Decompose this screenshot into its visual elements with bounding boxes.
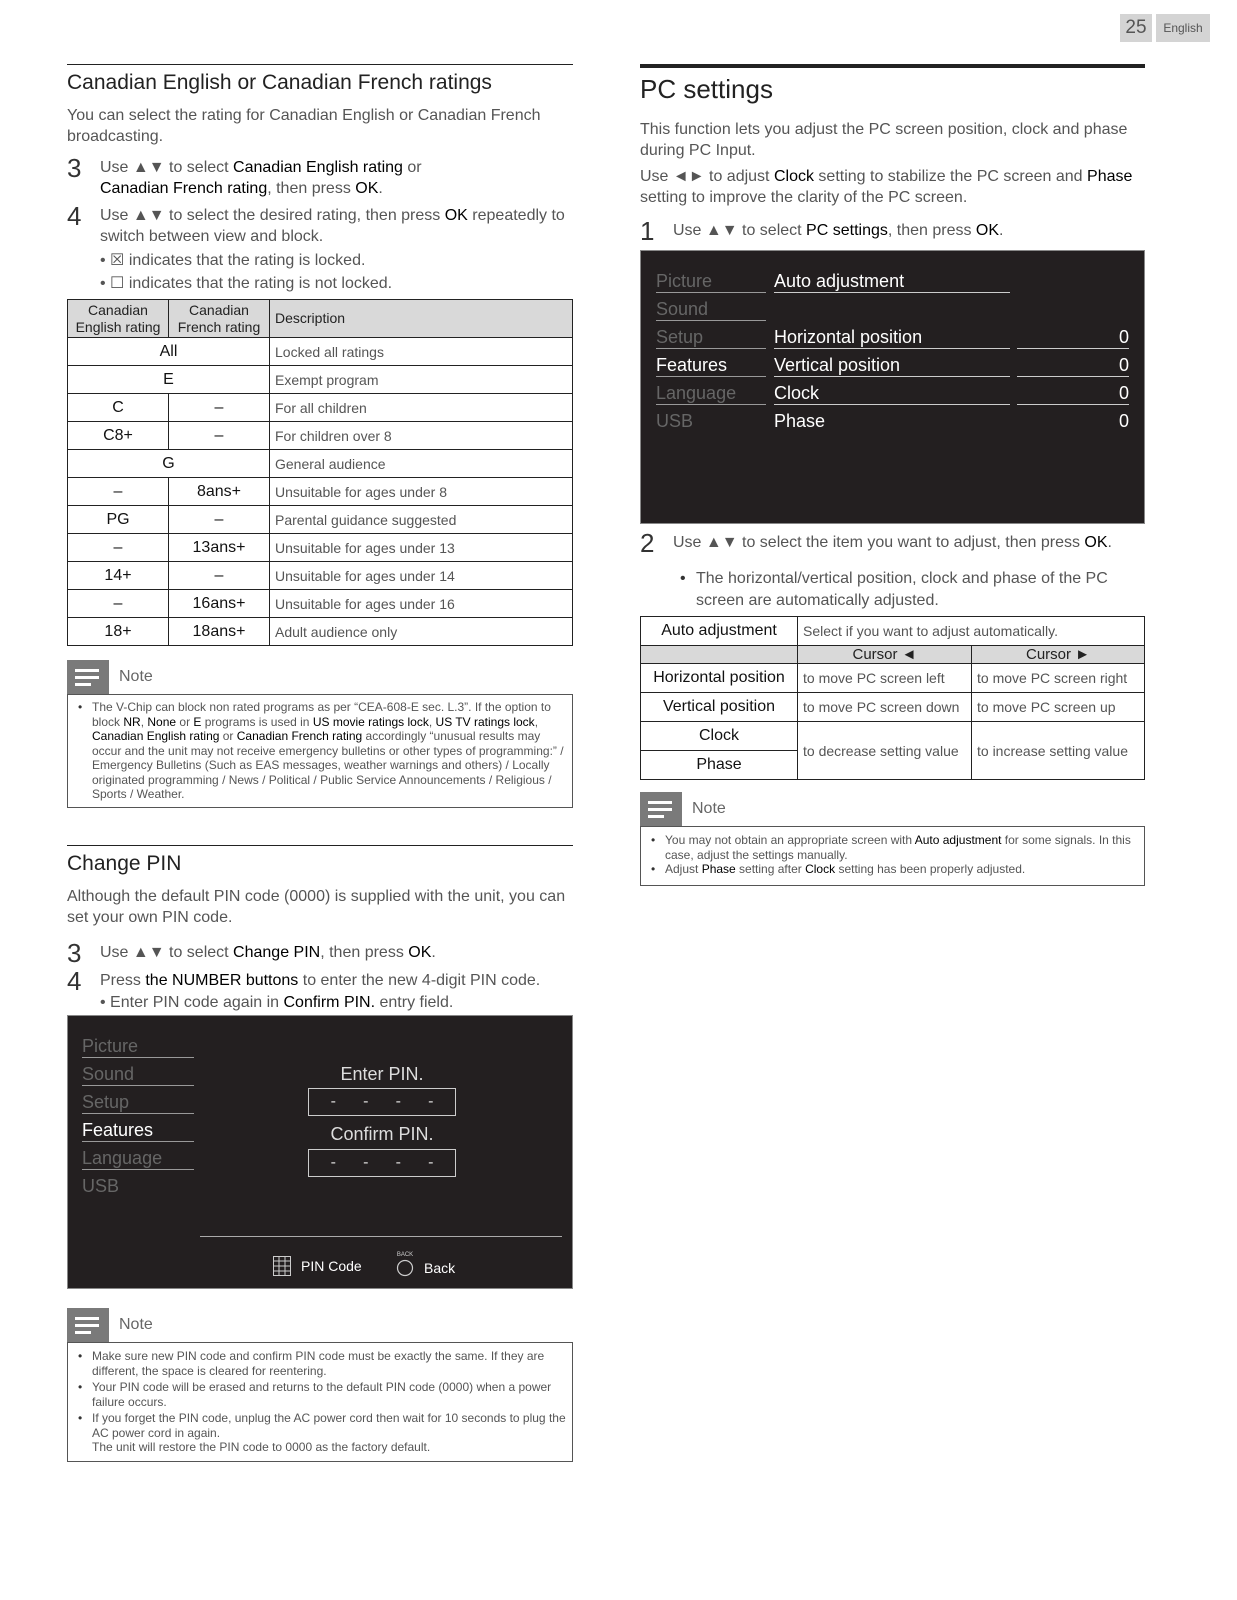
step-text: , then press xyxy=(320,944,409,961)
menu-item-usb[interactable]: USB xyxy=(82,1176,120,1196)
step-bold: PC settings xyxy=(806,222,888,239)
step-bold: Canadian English rating xyxy=(233,159,403,176)
pc-item-clock[interactable]: Clock xyxy=(774,383,1010,405)
table-row xyxy=(68,562,573,590)
change-pin-title: Change PIN xyxy=(67,852,182,875)
rating-cell: 13ans+ xyxy=(169,534,270,562)
bullet-unlocked: • ☐ indicates that the rating is not locked. xyxy=(100,275,393,292)
row-label: Horizontal position xyxy=(641,664,798,693)
pin-digit: - xyxy=(363,1093,369,1110)
note-item: • Make sure new PIN code and confirm PIN code must be exactly the same. If they are different, the space is cleared for reentering. xyxy=(76,1349,566,1378)
rating-cell: – xyxy=(68,534,169,562)
note-text: The V-Chip can block non rated programs as per “CEA-608-E sec. L.3”. If the option to block xyxy=(92,700,551,729)
cursor-left-cell: to move PC screen down xyxy=(798,693,972,722)
note-bold: Canadian English rating xyxy=(92,729,220,743)
description-cell: Unsuitable for ages under 16 xyxy=(270,590,573,618)
pin-tv-screen xyxy=(67,1015,573,1289)
note-title: Note xyxy=(119,668,153,685)
step-text: Use ▲▼ to select xyxy=(673,222,807,239)
description-cell: Unsuitable for ages under 8 xyxy=(270,478,573,506)
step-text: repeatedly to switch between view and block. xyxy=(100,207,565,245)
step-text: , then press xyxy=(887,222,976,239)
note-text: , xyxy=(140,714,148,729)
description-cell: Locked all ratings xyxy=(270,338,573,366)
step-number: 1 xyxy=(640,216,655,246)
pc-value-clock: 0 xyxy=(1017,383,1129,405)
table-row xyxy=(68,338,573,366)
note-bold: Canadian French rating xyxy=(236,729,363,743)
back-icon-text: BACK xyxy=(396,1252,414,1258)
pc-item-auto-adjustment[interactable]: Auto adjustment xyxy=(774,271,1010,293)
canadian-ratings-table xyxy=(67,299,573,646)
pc-value-horizontal: 0 xyxy=(1017,327,1129,349)
intro-text: setting to improve the clarity of the PC screen. xyxy=(640,189,968,206)
note-header xyxy=(640,792,1145,826)
note-header xyxy=(67,1308,573,1342)
step-bold: the NUMBER buttons xyxy=(145,972,299,989)
bullet-locked: • ☒ indicates that the rating is locked. xyxy=(100,252,366,269)
back-hint xyxy=(396,1252,455,1276)
menu-item-sound[interactable]: Sound xyxy=(656,299,766,321)
intro-text: Use ◄► to adjust xyxy=(640,168,774,185)
bullet-bold: Confirm PIN. xyxy=(283,994,376,1011)
step-text: Use ▲▼ to select the item you want to adjust, then press xyxy=(673,534,1085,551)
table-row xyxy=(68,450,573,478)
pc-adjust-table xyxy=(640,616,1145,780)
cursor-right-cell: to move PC screen up xyxy=(972,693,1145,722)
bullet-text: entry field. xyxy=(375,994,454,1011)
screen-divider xyxy=(200,1236,562,1237)
note-bold: NR xyxy=(123,714,141,729)
pin-note xyxy=(67,1294,573,1462)
col-header-english: Canadian English rating xyxy=(68,300,169,338)
note-item xyxy=(649,862,1138,877)
description-cell: Exempt program xyxy=(270,366,573,394)
rating-cell: 18+ xyxy=(68,618,169,646)
note-text: , xyxy=(534,714,539,729)
table-row xyxy=(641,722,1145,751)
right-column xyxy=(640,64,1145,244)
note-bold: US TV ratings lock xyxy=(435,714,535,729)
number-keypad-icon xyxy=(273,1256,291,1276)
note-header xyxy=(67,660,573,694)
step-bold: OK xyxy=(444,207,468,224)
rating-cell: 14+ xyxy=(68,562,169,590)
rating-cell: – xyxy=(169,394,270,422)
step-bold: OK xyxy=(975,222,1000,239)
step-bold: OK xyxy=(408,944,432,961)
step-text: Use ▲▼ to select xyxy=(100,944,234,961)
description-cell: Unsuitable for ages under 13 xyxy=(270,534,573,562)
rating-cell: 8ans+ xyxy=(169,478,270,506)
pin-step-4 xyxy=(67,968,573,994)
description-cell: For children over 8 xyxy=(270,422,573,450)
note-text: setting after xyxy=(735,862,806,876)
menu-item-usb[interactable]: USB xyxy=(656,411,694,431)
note-item: • Your PIN code will be erased and returns to the default PIN code (0000) when a power failure occurs. xyxy=(76,1380,566,1409)
rating-cell: – xyxy=(169,562,270,590)
pc-step-2-bullet: • The horizontal/vertical position, clock and phase of the PC screen are automatically adjusted. xyxy=(680,570,1108,609)
note-text: accordingly “unusual results may occur and the unit may not receive emergency bulletins or other types of programming:” / Emergency Bulletins (Such as EAS messages, weather warnings and others) / Locally originated programming / News / Political / Public Service Announcements / Religious / Sports / Weather. xyxy=(92,729,564,801)
step-text: , then press xyxy=(267,180,356,197)
note-text: for some signals. In this case, adjust the settings manually. xyxy=(665,833,1131,862)
note-title: Note xyxy=(119,1316,153,1333)
rating-cell: – xyxy=(68,590,169,618)
pc-step-2 xyxy=(640,530,1145,556)
canadian-step-4 xyxy=(67,203,573,247)
pc-item-horizontal-position[interactable]: Horizontal position xyxy=(774,327,1010,349)
pin-digit: - xyxy=(395,1093,401,1110)
note-text: You may not obtain an appropriate screen with xyxy=(665,833,915,847)
note-item: • If you forget the PIN code, unplug the AC power cord then wait for 10 seconds to plug the AC power cord in again. xyxy=(76,1411,566,1440)
pc-item-phase[interactable]: Phase xyxy=(774,411,826,431)
back-button-icon xyxy=(396,1252,414,1276)
step-text: Press xyxy=(100,972,146,989)
pin-code-hint xyxy=(273,1256,362,1276)
confirm-pin-label: Confirm PIN. xyxy=(330,1124,434,1144)
pc-item-vertical-position[interactable]: Vertical position xyxy=(774,355,1010,377)
rating-cell: PG xyxy=(68,506,169,534)
page-number: 25 xyxy=(1120,14,1152,42)
intro-bold: Phase xyxy=(1087,168,1133,185)
pin-note-box xyxy=(67,1342,573,1462)
decrease-cell: to decrease setting value xyxy=(798,722,972,780)
note-item xyxy=(76,700,566,802)
rating-cell: 16ans+ xyxy=(169,590,270,618)
pc-value-vertical: 0 xyxy=(1017,355,1129,377)
bullet-text: • Enter PIN code again in xyxy=(100,994,284,1011)
enter-pin-label: Enter PIN. xyxy=(340,1064,424,1084)
back-label: Back xyxy=(424,1260,456,1276)
note-bold: E xyxy=(193,714,202,729)
pin-digit: - xyxy=(395,1154,401,1171)
rating-cell: C8+ xyxy=(68,422,169,450)
rating-cell: E xyxy=(68,366,270,394)
pc-tv-screen xyxy=(640,250,1145,524)
left-column xyxy=(67,64,573,808)
table-row xyxy=(68,394,573,422)
menu-item-setup[interactable]: Setup xyxy=(656,327,766,349)
confirm-pin-field[interactable] xyxy=(308,1149,456,1177)
step-text: . xyxy=(1107,534,1112,551)
note-bold: Clock xyxy=(805,862,836,876)
note-extra: The unit will restore the PIN code to 0000 as the factory default. xyxy=(92,1440,431,1454)
step-bold: OK xyxy=(1084,534,1108,551)
row-label: Phase xyxy=(641,751,798,780)
step-number: 2 xyxy=(640,528,655,558)
cursor-right-header: Cursor ► xyxy=(972,646,1145,664)
pc-settings-title: PC settings xyxy=(640,74,773,104)
back-circle-icon xyxy=(396,1259,414,1277)
empty-subheader xyxy=(641,646,798,664)
intro-bold: Clock xyxy=(773,168,814,185)
menu-item-features[interactable]: Features xyxy=(82,1120,194,1142)
note-item xyxy=(649,833,1138,862)
table-row xyxy=(641,693,1145,722)
table-row xyxy=(68,534,573,562)
description-cell: For all children xyxy=(270,394,573,422)
note-text: or xyxy=(219,729,237,743)
menu-item-setup[interactable]: Setup xyxy=(82,1092,194,1114)
intro-text: setting to stabilize the PC screen and xyxy=(813,168,1088,185)
canadian-step-3 xyxy=(67,155,573,199)
step-text: to enter the new 4-digit PIN code. xyxy=(298,972,541,989)
step-number: 3 xyxy=(67,938,82,968)
auto-adjust-label: Auto adjustment xyxy=(641,617,798,646)
note-bold: US movie ratings lock xyxy=(312,714,429,729)
pc-note-box xyxy=(640,826,1145,886)
step-number: 3 xyxy=(67,153,82,183)
pc-value-phase: 0 xyxy=(1118,411,1129,431)
change-pin-section xyxy=(67,845,573,1012)
description-cell: Parental guidance suggested xyxy=(270,506,573,534)
note-bold: Phase xyxy=(701,862,736,876)
menu-item-picture[interactable]: Picture xyxy=(656,271,766,293)
note-title: Note xyxy=(692,800,726,817)
col-header-french: Canadian French rating xyxy=(169,300,270,338)
table-row xyxy=(68,478,573,506)
description-cell: General audience xyxy=(270,450,573,478)
rating-cell: – xyxy=(169,422,270,450)
rating-cell: All xyxy=(68,338,270,366)
pin-step-4-bullet xyxy=(67,994,573,1012)
cursor-left-header: Cursor ◄ xyxy=(798,646,972,664)
cursor-right-cell: to move PC screen right xyxy=(972,664,1145,693)
menu-item-language[interactable]: Language xyxy=(656,383,766,405)
note-icon xyxy=(67,660,109,694)
rating-cell: – xyxy=(68,478,169,506)
step-text: Use ▲▼ to select the desired rating, then press xyxy=(100,207,445,224)
pin-digit: - xyxy=(428,1154,434,1171)
menu-item-sound[interactable]: Sound xyxy=(82,1064,194,1086)
row-label: Clock xyxy=(641,722,798,751)
row-label: Vertical position xyxy=(641,693,798,722)
menu-item-picture[interactable]: Picture xyxy=(82,1036,194,1058)
rating-cell: G xyxy=(68,450,270,478)
note-text: , xyxy=(428,714,436,729)
step-bold: Canadian French rating xyxy=(100,180,268,197)
pin-digit: - xyxy=(330,1154,336,1171)
pin-digit: - xyxy=(363,1154,369,1171)
menu-item-language[interactable]: Language xyxy=(82,1148,194,1170)
canadian-ratings-title: Canadian English or Canadian French ratings xyxy=(67,71,492,94)
note-icon xyxy=(67,1308,109,1342)
table-row xyxy=(68,618,573,646)
rating-cell: 18ans+ xyxy=(169,618,270,646)
col-header-description: Description xyxy=(270,300,573,338)
note-text: setting has been properly adjusted. xyxy=(835,862,1026,876)
pc-intro-1: This function lets you adjust the PC screen position, clock and phase during PC Input. xyxy=(640,121,1128,159)
step-number: 4 xyxy=(67,966,82,996)
canadian-intro: You can select the rating for Canadian English or Canadian French broadcasting. xyxy=(67,107,541,145)
description-cell: Adult audience only xyxy=(270,618,573,646)
table-row xyxy=(68,366,573,394)
table-row xyxy=(68,590,573,618)
note-icon xyxy=(640,792,682,826)
pin-digit: - xyxy=(428,1093,434,1110)
table-row xyxy=(641,664,1145,693)
step-text: . xyxy=(378,180,383,197)
pin-digit: - xyxy=(330,1093,336,1110)
language-tab: English xyxy=(1156,14,1210,42)
note-text: Adjust xyxy=(665,862,702,876)
change-pin-intro: Although the default PIN code (0000) is supplied with the unit, you can set your own PIN code. xyxy=(67,888,566,926)
step-text: Use ▲▼ to select xyxy=(100,159,234,176)
pc-intro-2 xyxy=(640,166,1145,208)
right-column-lower xyxy=(640,528,1145,886)
rating-cell: C xyxy=(68,394,169,422)
step-number: 4 xyxy=(67,201,82,231)
table-row xyxy=(68,422,573,450)
pin-step-3 xyxy=(67,940,573,966)
description-cell: Unsuitable for ages under 14 xyxy=(270,562,573,590)
increase-cell: to increase setting value xyxy=(972,722,1145,780)
rating-cell: – xyxy=(169,506,270,534)
enter-pin-field[interactable] xyxy=(308,1088,456,1116)
step-bold: Change PIN xyxy=(233,944,321,961)
bullet-text: The horizontal/vertical position, clock and phase of the PC screen are automatically adjusted. xyxy=(696,570,1108,609)
step-text: . xyxy=(999,222,1004,239)
step-text: . xyxy=(431,944,436,961)
note-text: programs is used in xyxy=(201,714,313,729)
auto-adjust-desc: Select if you want to adjust automatically. xyxy=(798,617,1145,646)
note-bold: Auto adjustment xyxy=(914,833,1002,847)
pc-step-1 xyxy=(640,218,1145,244)
step-text: or xyxy=(402,159,422,176)
step-bold: OK xyxy=(355,180,379,197)
table-row xyxy=(68,506,573,534)
pin-code-label: PIN Code xyxy=(301,1258,362,1274)
canadian-note-box xyxy=(67,694,573,808)
menu-item-features[interactable]: Features xyxy=(656,355,766,377)
note-text: or xyxy=(176,714,194,729)
note-bold: None xyxy=(147,714,177,729)
cursor-left-cell: to move PC screen left xyxy=(798,664,972,693)
